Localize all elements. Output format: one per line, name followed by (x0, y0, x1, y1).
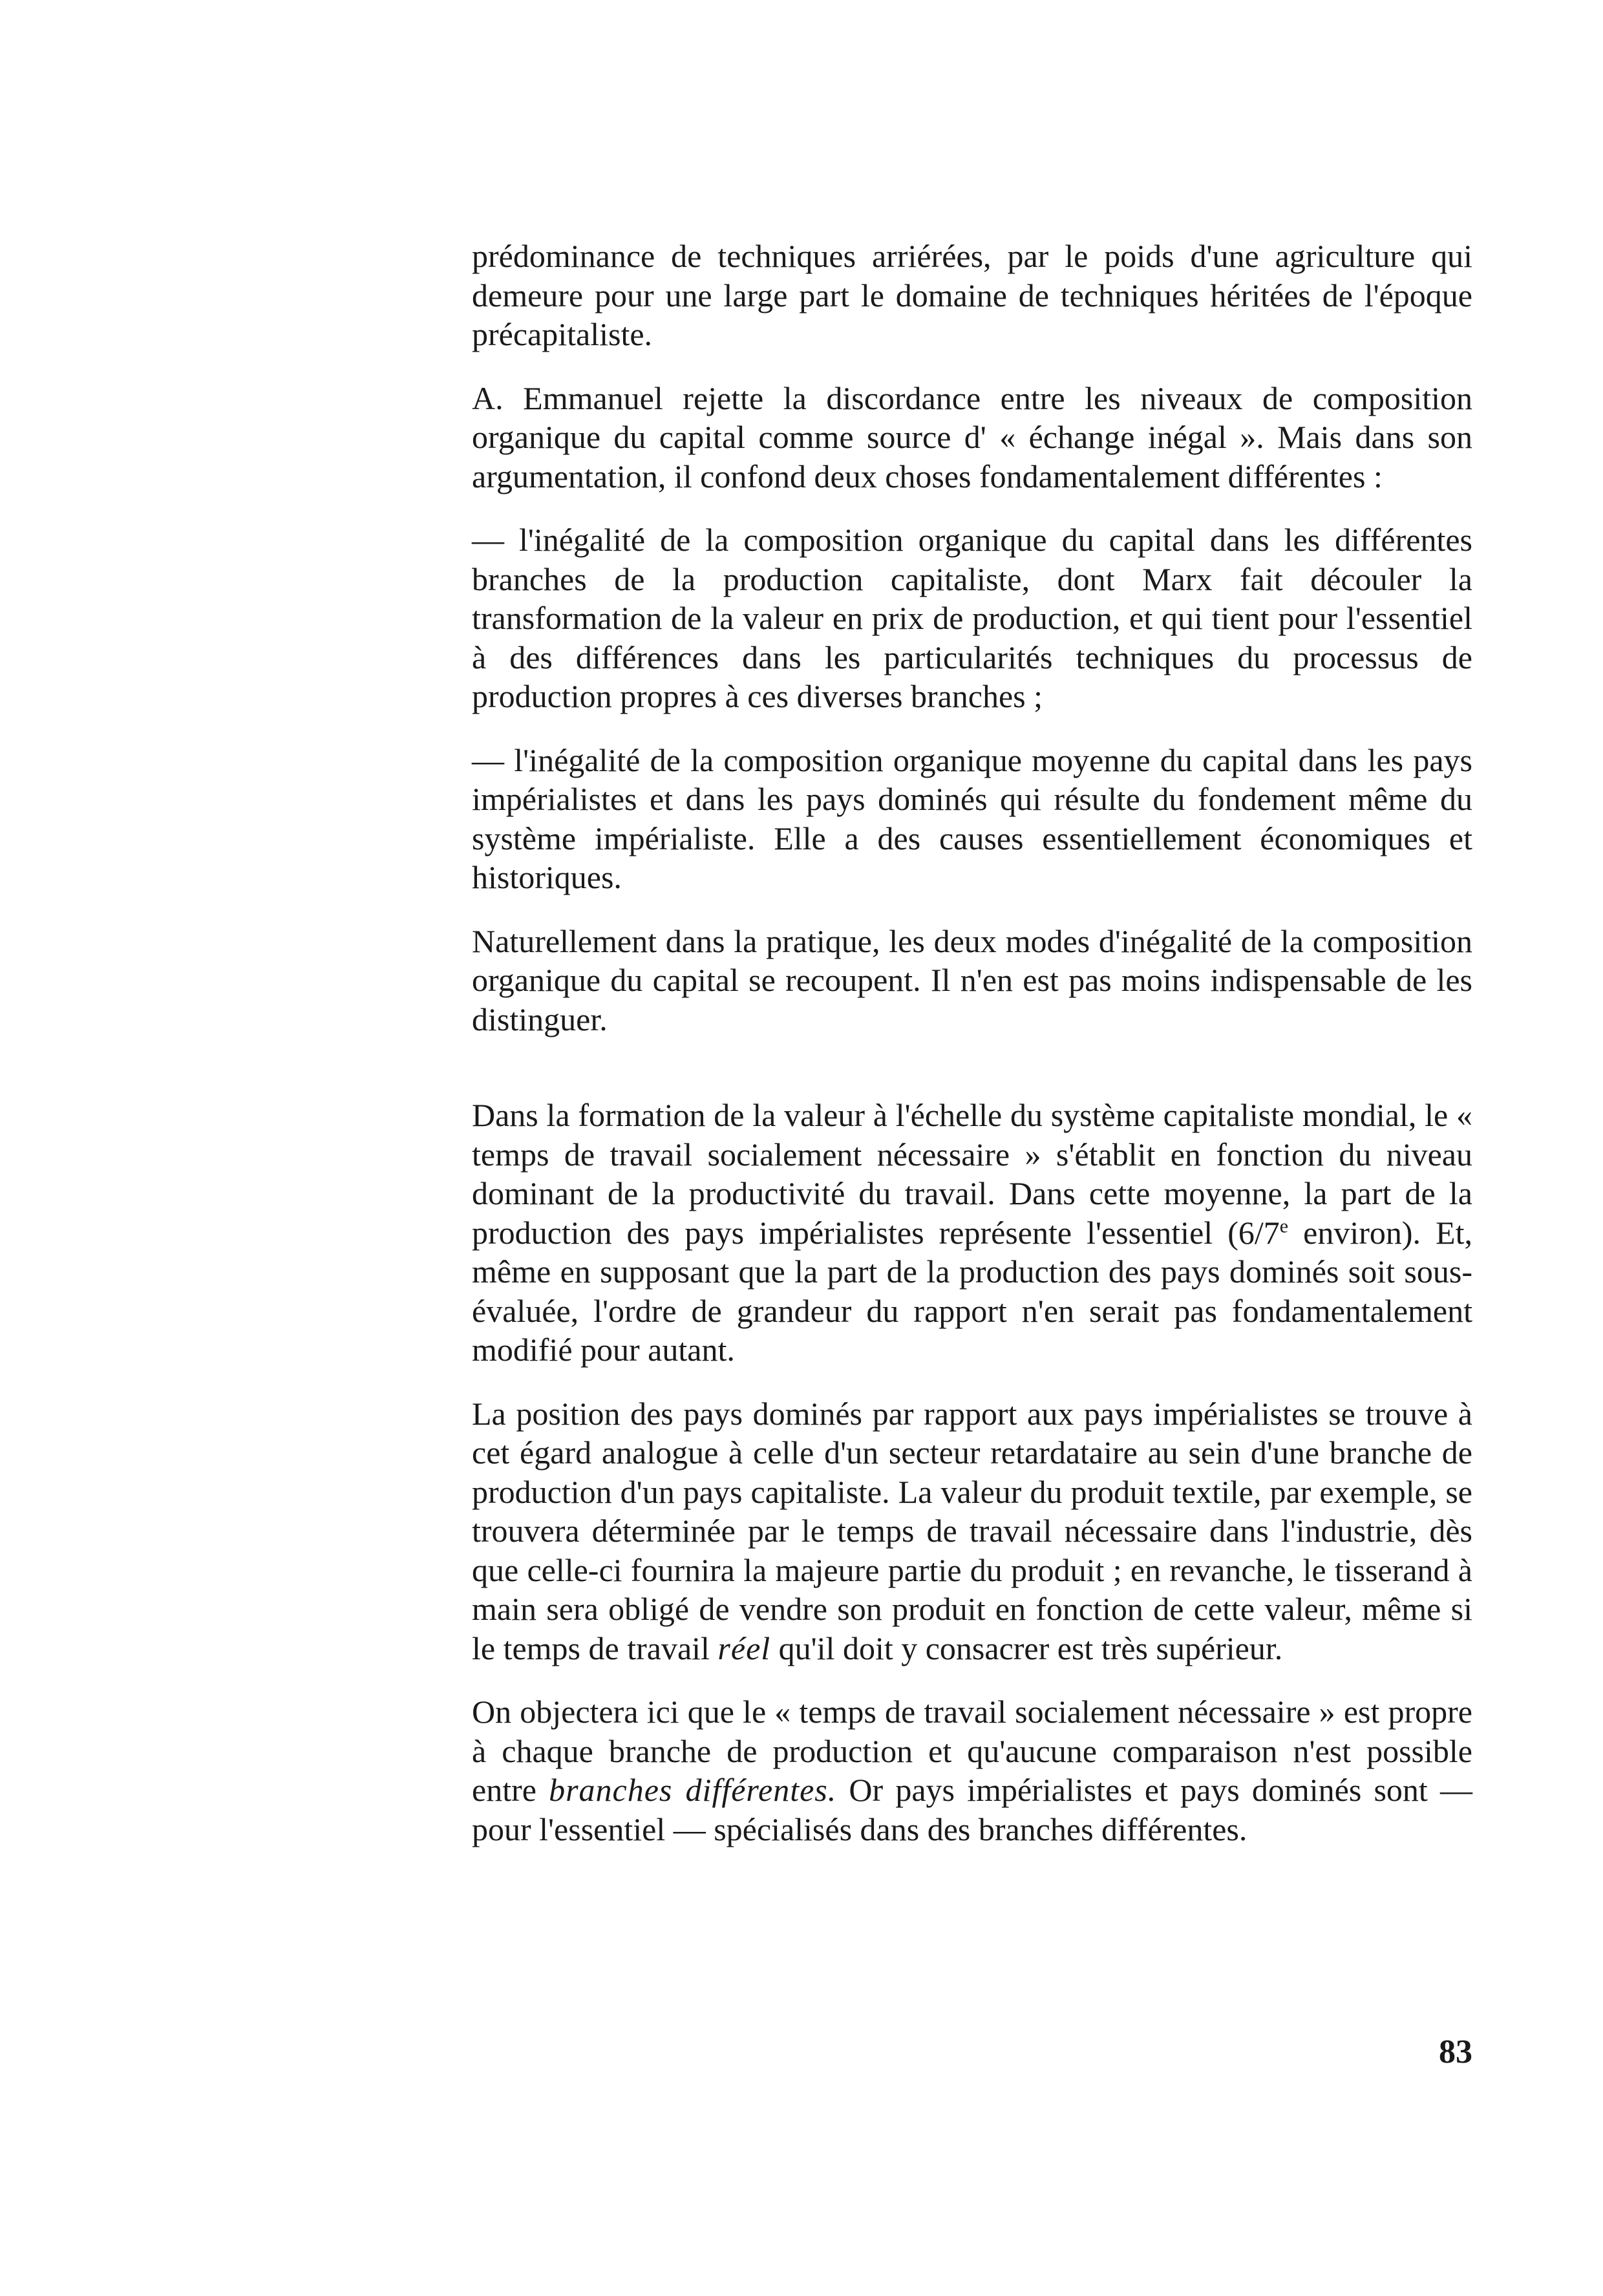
paragraph-4: — l'inégalité de la composition organique moyenne du capital dans les pays impérialistes et dans les pays dominés qui résulte du fondement même du système impérialiste. Elle a des causes essentiellement économiques et historiques. (472, 741, 1472, 895)
paragraph-8-emphasis: branches différentes. (549, 1772, 837, 1808)
page-number: 83 (1439, 2034, 1472, 2070)
paragraph-8-part-b: Or pays impérialistes et pays dominés sont — pour l'essentiel — spécialisés dans des branches différentes. (472, 1772, 1472, 1847)
paragraph-1: prédominance de techniques arriérées, par le poids d'une agriculture qui demeure pour une large part le domaine de techniques héritées de l'époque précapitaliste. (472, 238, 1472, 352)
paragraph-8 (472, 1692, 1472, 1849)
page-body (472, 237, 1472, 1849)
paragraph-6-part-b: environ). Et, même en supposant que la part de la production des pays dominés soit sous-évaluée, l'ordre de grandeur du rapport n'en serait pas fondamentalement modifié pour autant. (472, 1214, 1472, 1368)
paragraph-5: Naturellement dans la pratique, les deux modes d'inégalité de la composition organique du capital se recoupent. Il n'en est pas moins indispensable de les distinguer. (472, 922, 1472, 1037)
paragraph-6 (472, 1096, 1472, 1370)
paragraph-8-part-a: On objectera ici que le « temps de travail socialement nécessaire » est propre à chaque branche de production et qu'aucune comparaison n'est possible entre (472, 1694, 1472, 1808)
paragraph-7-emphasis: réel (717, 1630, 771, 1666)
paragraph-6-part-a: Dans la formation de la valeur à l'échelle du système capitaliste mondial, le « temps de travail socialement nécessaire » s'établit en fonction du niveau dominant de la productivité du travail. Dans cette moyenne, la part de la production des pays impérialistes représente l'essentiel (6/7 (472, 1097, 1472, 1251)
paragraph-2: A. Emmanuel rejette la discordance entre les niveaux de composition organique du capital comme source d' « échange inégal ». Mais dans son argumentation, il confond deux choses fondamentalement différentes : (472, 379, 1472, 494)
paragraph-7 (472, 1394, 1472, 1668)
paragraph-6-superscript: e (1279, 1215, 1289, 1237)
paragraph-7-part-b: qu'il doit y consacrer est très supérieur. (770, 1630, 1283, 1666)
paragraph-7-part-a: La position des pays dominés par rapport aux pays impérialistes se trouve à cet égard analogue à celle d'un secteur retardataire au sein d'une branche de production d'un pays capitaliste. La valeur du produit textile, par exemple, se trouvera déterminée par le temps de travail nécessaire dans l'industrie, dès que celle-ci fournira la majeure partie du produit ; en revanche, le tisserand à main sera obligé de vendre son produit en fonction de cette valeur, même si le temps de travail (472, 1395, 1472, 1666)
paragraph-3: — l'inégalité de la composition organique du capital dans les différentes branches de la production capitaliste, dont Marx fait découler la transformation de la valeur en prix de production, et qui tient pour l'essentiel à des différences dans les particularités techniques du processus de production propres à ces diverses branches ; (472, 522, 1472, 714)
